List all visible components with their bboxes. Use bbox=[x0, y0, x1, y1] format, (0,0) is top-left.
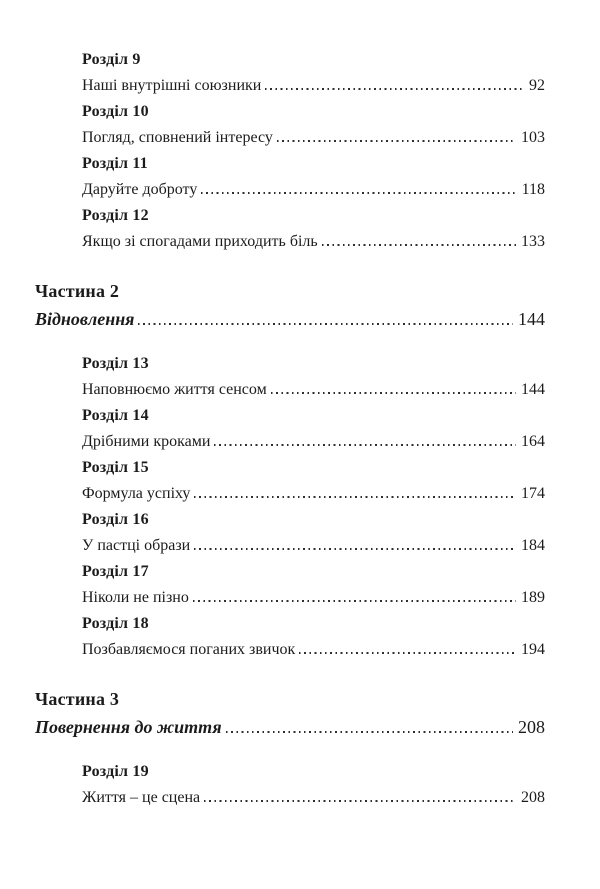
toc-line bbox=[82, 125, 545, 151]
dot-leader bbox=[322, 241, 516, 246]
table-of-contents bbox=[35, 47, 545, 811]
part-subtitle: Повернення до життя bbox=[35, 717, 222, 737]
chapter-subtitle: Даруйте доброту bbox=[82, 181, 198, 198]
chapter-title: Розділ 14 bbox=[82, 407, 149, 424]
page-number: 189 bbox=[521, 589, 545, 606]
dot-leader bbox=[204, 797, 516, 802]
toc-part-entry bbox=[35, 685, 545, 741]
chapter-subtitle: Ніколи не пізно bbox=[82, 589, 189, 606]
toc-chapter-entry bbox=[35, 559, 545, 611]
page-number: 103 bbox=[521, 129, 545, 146]
toc-chapter-entry bbox=[35, 203, 545, 255]
page-number: 144 bbox=[521, 381, 545, 398]
page-number: 208 bbox=[521, 789, 545, 806]
chapter-subtitle: Позбавляємося поганих звичок bbox=[82, 641, 296, 658]
part-title: Частина 2 bbox=[35, 281, 120, 301]
chapter-subtitle: Дрібними кроками bbox=[82, 433, 211, 450]
toc-line bbox=[35, 713, 545, 741]
chapter-title: Розділ 17 bbox=[82, 563, 149, 580]
dot-leader bbox=[265, 85, 524, 90]
dot-leader bbox=[138, 320, 513, 325]
page-number: 184 bbox=[521, 537, 545, 554]
chapter-subtitle: Погляд, сповнений інтересу bbox=[82, 129, 273, 146]
chapter-title: Розділ 9 bbox=[82, 51, 141, 68]
chapter-title: Розділ 12 bbox=[82, 207, 149, 224]
dot-leader bbox=[271, 389, 516, 394]
dot-leader bbox=[214, 441, 516, 446]
toc-line bbox=[82, 785, 545, 811]
chapter-title: Розділ 13 bbox=[82, 355, 149, 372]
page-number: 208 bbox=[518, 717, 545, 737]
toc-chapter-entry bbox=[35, 759, 545, 811]
toc-line bbox=[82, 73, 545, 99]
page-number: 144 bbox=[518, 309, 545, 329]
chapter-title: Розділ 15 bbox=[82, 459, 149, 476]
toc-part-entry bbox=[35, 277, 545, 333]
page-number: 118 bbox=[521, 181, 545, 198]
page-number: 194 bbox=[521, 641, 545, 658]
toc-chapter-entry bbox=[35, 611, 545, 663]
chapter-subtitle: Наповнюємо життя сенсом bbox=[82, 381, 267, 398]
chapter-title: Розділ 10 bbox=[82, 103, 149, 120]
chapter-title: Розділ 19 bbox=[82, 763, 149, 780]
chapter-subtitle: Формула успіху bbox=[82, 485, 191, 502]
chapter-subtitle: У пастці образи bbox=[82, 537, 191, 554]
chapter-title: Розділ 16 bbox=[82, 511, 149, 528]
dot-leader bbox=[193, 597, 516, 602]
toc-chapter-entry bbox=[35, 351, 545, 403]
toc-line bbox=[82, 429, 545, 455]
toc-chapter-entry bbox=[35, 151, 545, 203]
toc-line bbox=[82, 481, 545, 507]
toc-line bbox=[82, 585, 545, 611]
dot-leader bbox=[277, 137, 516, 142]
dot-leader bbox=[201, 189, 516, 194]
toc-line bbox=[82, 637, 545, 663]
toc-line bbox=[82, 533, 545, 559]
page-number: 92 bbox=[529, 77, 545, 94]
part-title: Частина 3 bbox=[35, 689, 120, 709]
chapter-subtitle: Якщо зі спогадами приходить біль bbox=[82, 233, 318, 250]
toc-line bbox=[82, 177, 545, 203]
dot-leader bbox=[299, 649, 516, 654]
chapter-title: Розділ 11 bbox=[82, 155, 148, 172]
toc-line bbox=[35, 305, 545, 333]
toc-line bbox=[82, 229, 545, 255]
toc-chapter-entry bbox=[35, 99, 545, 151]
chapter-subtitle: Наші внутрішні союзники bbox=[82, 77, 262, 94]
toc-chapter-entry bbox=[35, 47, 545, 99]
dot-leader bbox=[194, 545, 516, 550]
dot-leader bbox=[194, 493, 516, 498]
dot-leader bbox=[226, 728, 513, 733]
toc-chapter-entry bbox=[35, 507, 545, 559]
page-number: 133 bbox=[521, 233, 545, 250]
part-subtitle: Відновлення bbox=[35, 309, 135, 329]
chapter-title: Розділ 18 bbox=[82, 615, 149, 632]
toc-chapter-entry bbox=[35, 403, 545, 455]
toc-chapter-entry bbox=[35, 455, 545, 507]
page-number: 174 bbox=[521, 485, 545, 502]
page-number: 164 bbox=[521, 433, 545, 450]
toc-line bbox=[82, 377, 545, 403]
chapter-subtitle: Життя – це сцена bbox=[82, 789, 201, 806]
